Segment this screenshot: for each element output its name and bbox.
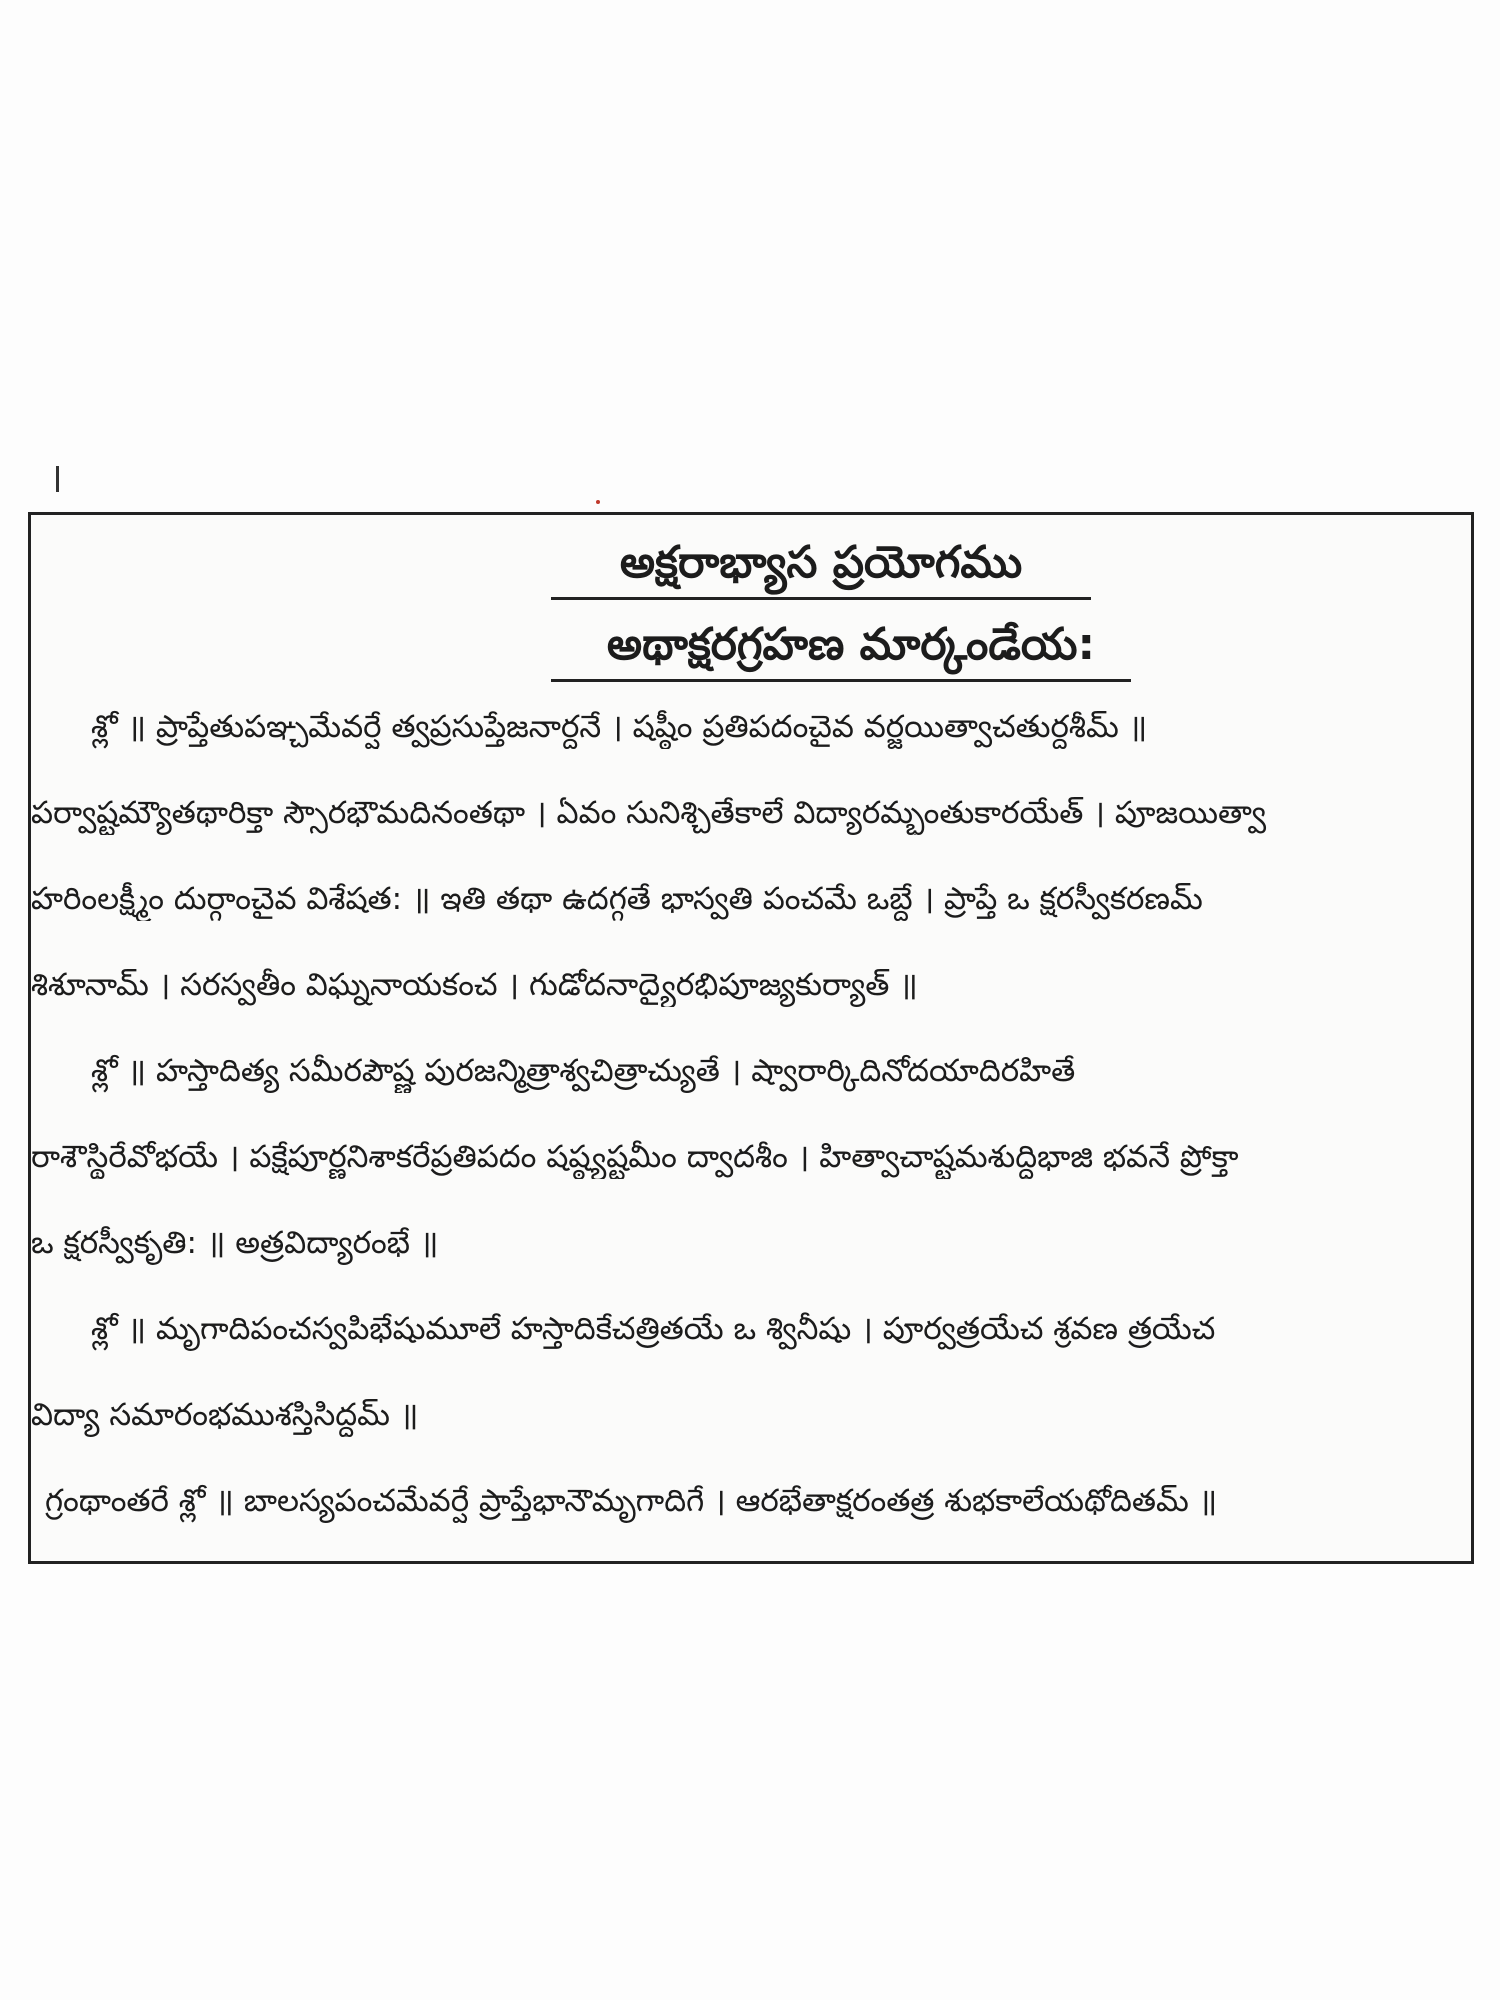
- subtitle-underline: [551, 679, 1131, 682]
- margin-mark: [56, 466, 59, 492]
- verse-line-2: పర్వాష్టమ్యౌతథారిక్తా స్సౌరభౌమదినంతథా । ఏవం సునిశ్చితేకాలే విద్యారమ్భంతుకారయేత్ । పూజయిత్వా: [31, 795, 1267, 831]
- title-underline: [551, 597, 1091, 600]
- document-subtitle: అథాక్షరగ్రహణ మార్కండేయ:: [606, 619, 1096, 670]
- ink-speck: [596, 500, 600, 504]
- verse-line-10: గ్రంథాంతరే శ్లో ॥ బాలస్యపంచమేవర్షే ప్రాప్తేభానౌమృగాదిగే । ఆరభేతాక్షరంతత్ర శుభకాలేయథోదితమ్ ॥: [45, 1483, 1218, 1519]
- document-title: అక్షరాభ్యాస ప్రయోగము: [619, 537, 1023, 588]
- verse-line-7: ఒ క్షరస్వీకృతి: ॥ అత్రవిద్యారంభే ॥: [31, 1225, 439, 1261]
- text-box: [28, 512, 1474, 1564]
- verse-line-6: రాశౌస్థిరేవోభయే । పక్షేపూర్ణనిశాకరేప్రతిపదం షష్ఠ్యష్టమీం ద్వాదశీం । హిత్వాచాష్టమశుద్ధిభాజి భవనే ప్రోక్తా: [31, 1139, 1239, 1175]
- verse-line-8: శ్లో ॥ మృగాదిపంచస్వపిభేషుమూలే హస్తాదికేచత్రితయే ఒ శ్వినీషు । పూర్వత్రయేచ శ్రవణ త్రయేచ: [91, 1311, 1216, 1347]
- verse-line-5: శ్లో ॥ హస్తాదిత్య సమీరపౌష్ణ పురజన్మిత్రాశ్వచిత్రాచ్యుతే । ష్వారార్కిదినోదయాదిరహితే: [91, 1053, 1076, 1089]
- verse-line-4: శిశూనామ్ । సరస్వతీం విఘ్ననాయకంచ । గుడోదనాద్యైరభిపూజ్యకుర్యాత్ ॥: [31, 967, 918, 1003]
- verse-line-9: విద్యా సమారంభముశస్తిసిద్ధమ్ ॥: [31, 1397, 419, 1433]
- verse-line-1: శ్లో ॥ ప్రాప్తేతుపఞ్చమేవర్షే త్వప్రసుప్తేజనార్దనే । షష్ఠీం ప్రతిపదంచైవ వర్జయిత్వాచతుర్దశీమ్ ॥: [91, 709, 1148, 745]
- verse-line-3: హరింలక్ష్మీం దుర్గాంచైవ విశేషత: ॥ ఇతి తథా ఉదగ్గతే భాస్వతి పంచమే ఒబ్దే । ప్రాప్తే ఒ క్షరస్వీకరణమ్: [31, 881, 1203, 917]
